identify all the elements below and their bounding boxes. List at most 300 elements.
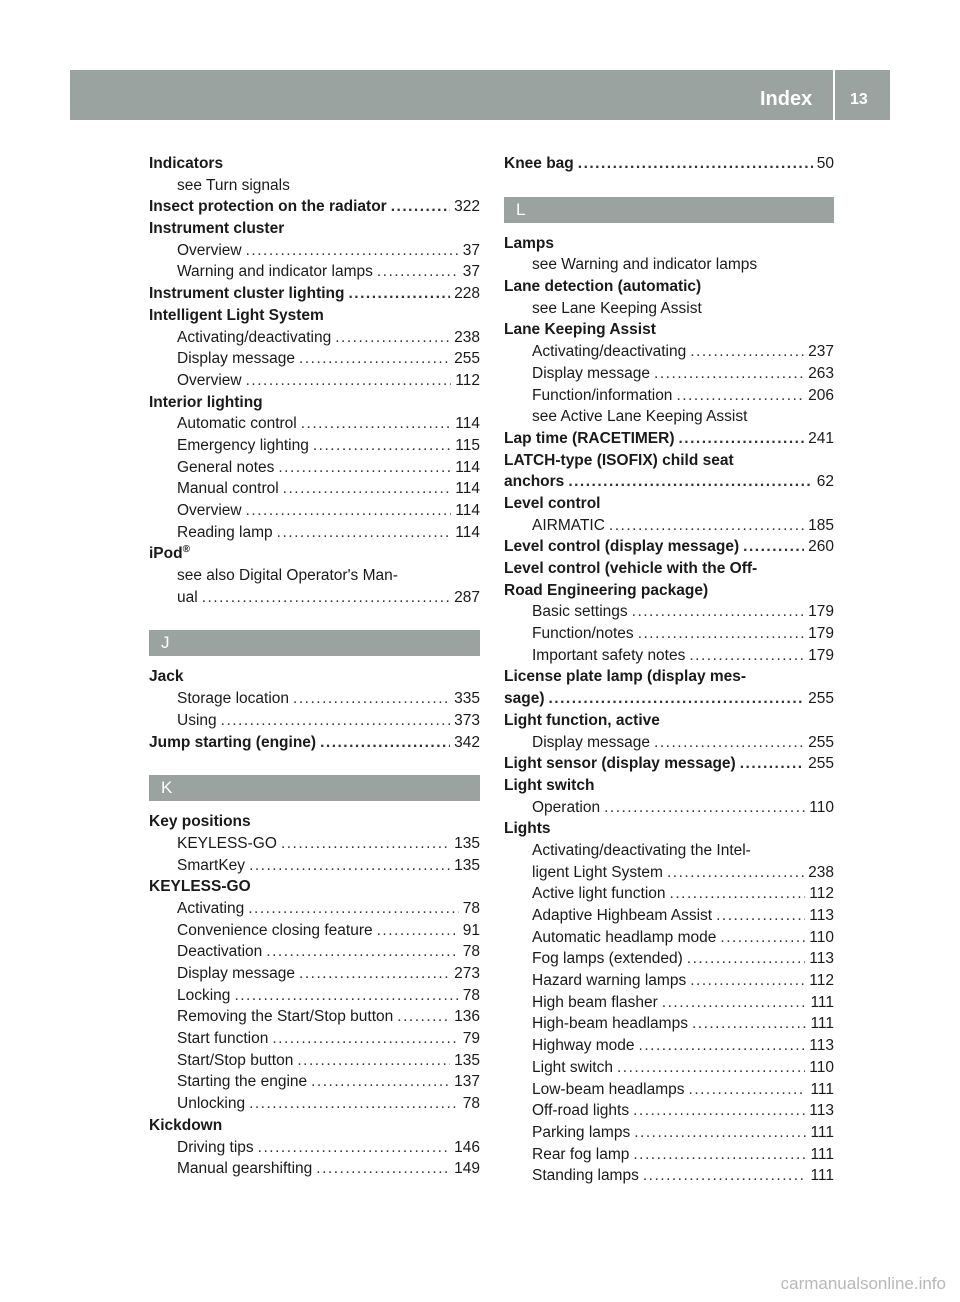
entry-label: Kickdown [149, 1116, 223, 1134]
index-subentry [149, 985, 480, 1007]
index-column-right [504, 153, 834, 1187]
page-reference: 62 [816, 473, 834, 491]
index-subentry [149, 565, 480, 587]
index-subentry [504, 1165, 834, 1187]
entry-label: Low-beam headlamps [532, 1080, 685, 1098]
section-letter-header: L [504, 197, 834, 223]
index-entry [504, 276, 834, 298]
index-entry [149, 811, 480, 833]
index-subentry [504, 970, 834, 992]
page-reference: 79 [462, 1030, 480, 1048]
index-subentry [149, 1050, 480, 1072]
page-reference: 78 [462, 899, 480, 917]
index-subentry [504, 1035, 834, 1057]
dot-leader [670, 883, 806, 905]
index-entry [504, 536, 834, 558]
dot-leader [397, 1006, 450, 1028]
section-letter-header: J [149, 630, 480, 656]
dot-leader [643, 1165, 807, 1187]
entry-label: Function/information [532, 386, 673, 404]
index-subentry [504, 948, 834, 970]
dot-leader [716, 905, 805, 927]
index-subentry [149, 478, 480, 500]
entry-label: see also Digital Operator's Man- [177, 567, 398, 585]
dot-leader [720, 927, 805, 949]
index-subentry [149, 1158, 480, 1180]
index-subentry [149, 457, 480, 479]
index-subentry [504, 905, 834, 927]
dot-leader [690, 970, 805, 992]
entry-label: Light switch [532, 1058, 613, 1076]
entry-label: Display message [532, 733, 651, 751]
page-reference: 135 [454, 834, 480, 852]
index-subentry [504, 1122, 834, 1144]
index-subentry [504, 385, 834, 407]
dot-leader [249, 1093, 459, 1115]
index-entry [504, 493, 834, 515]
index-entry [149, 196, 480, 218]
index-subentry [504, 645, 834, 667]
page-title: Index [760, 88, 813, 110]
index-subentry [504, 1079, 834, 1101]
dot-leader [221, 710, 450, 732]
entry-label: Overview [177, 371, 242, 389]
page-reference: 113 [809, 907, 834, 924]
dot-leader [272, 1028, 458, 1050]
entry-label: Off-road lights [532, 1102, 630, 1120]
page-reference: 110 [809, 798, 834, 816]
index-subentry [504, 1013, 834, 1035]
index-entry [149, 392, 480, 414]
dot-leader [654, 732, 804, 754]
entry-label: Activating/deactivating [532, 343, 687, 361]
entry-label: Key positions [149, 813, 251, 831]
entry-label: Overview [177, 502, 242, 519]
page-reference: 273 [454, 965, 480, 982]
entry-label: Function/notes [532, 625, 634, 643]
index-entry [504, 666, 834, 688]
page-reference: 112 [455, 371, 480, 389]
index-subentry [149, 941, 480, 963]
entry-label: Display message [532, 364, 651, 382]
dot-leader [634, 1122, 806, 1144]
entry-label: License plate lamp (display mes- [504, 668, 747, 686]
dot-leader [249, 855, 450, 877]
entry-label: iPod® [149, 544, 190, 563]
section-letter-header: K [149, 775, 480, 801]
entry-label: see Active Lane Keeping Assist [532, 408, 748, 426]
page-reference: 113 [809, 1102, 834, 1120]
dot-leader [633, 1144, 806, 1166]
dot-leader [277, 522, 452, 544]
page-reference: 112 [809, 972, 834, 990]
entry-label: Activating [177, 899, 245, 917]
page-reference: 342 [454, 733, 480, 751]
entry-label: Manual gearshifting [177, 1160, 313, 1178]
header-divider [833, 70, 835, 120]
page-reference: 111 [810, 1015, 834, 1033]
page-reference: 135 [454, 1051, 480, 1069]
entry-label: Standing lamps [532, 1167, 639, 1185]
watermark: carmanualsonline.info [780, 1274, 946, 1293]
dot-leader [667, 862, 804, 884]
page-reference: 137 [454, 1073, 480, 1091]
entry-label: Emergency lighting [177, 436, 309, 454]
dot-leader [348, 283, 450, 305]
page-reference: 37 [462, 241, 480, 259]
page-reference: 373 [454, 711, 480, 729]
entry-label: Activating/deactivating the Intel- [532, 841, 751, 859]
dot-leader [578, 153, 813, 175]
page-reference: 114 [455, 458, 480, 476]
entry-label: Hazard warning lamps [532, 972, 687, 990]
page-reference: 255 [808, 755, 834, 773]
entry-label: Light switch [504, 776, 595, 794]
dot-leader [662, 992, 807, 1014]
dot-leader [301, 413, 452, 435]
page-reference: 78 [462, 1095, 480, 1113]
entry-label: Starting the engine [177, 1073, 308, 1091]
entry-label: Rear fog lamp [532, 1145, 630, 1163]
index-subentry [149, 688, 480, 710]
page-reference: 114 [455, 523, 480, 541]
entry-label: Instrument cluster lighting [149, 285, 345, 303]
page-reference: 255 [454, 350, 480, 368]
dot-leader [202, 587, 450, 609]
dot-leader [278, 457, 451, 479]
index-entry [149, 153, 480, 175]
index-subentry [504, 406, 834, 428]
entry-label: Jack [149, 668, 184, 686]
dot-leader [246, 370, 452, 392]
entry-label: Important safety notes [532, 646, 686, 664]
page-reference: 185 [808, 516, 834, 534]
index-subentry [504, 601, 834, 623]
dot-leader [391, 196, 450, 218]
dot-leader [281, 833, 450, 855]
index-subentry [149, 833, 480, 855]
entry-label: Unlocking [177, 1095, 246, 1113]
entry-label: Insect protection on the radiator [149, 198, 387, 216]
index-subentry [504, 927, 834, 949]
page-reference: 37 [462, 263, 480, 281]
dot-leader [679, 428, 805, 450]
entry-label: General notes [177, 458, 275, 476]
dot-leader [692, 1013, 806, 1035]
dot-leader [258, 1137, 450, 1159]
page-reference: 111 [810, 1167, 834, 1185]
index-subentry [504, 298, 834, 320]
entry-label: Parking lamps [532, 1123, 631, 1141]
dot-leader [690, 341, 804, 363]
dot-leader [299, 348, 450, 370]
dot-leader [316, 1158, 450, 1180]
page-reference: 114 [455, 480, 480, 498]
index-subentry [504, 363, 834, 385]
page-reference: 113 [809, 950, 834, 968]
index-entry [149, 1115, 480, 1137]
page-reference: 50 [816, 155, 834, 172]
dot-leader [297, 1050, 450, 1072]
index-entry [504, 753, 834, 775]
entry-label: Intelligent Light System [149, 306, 324, 324]
entry-label: Automatic headlamp mode [532, 928, 717, 946]
entry-label: Lamps [504, 234, 554, 252]
index-subentry [504, 1100, 834, 1122]
index-entry [149, 218, 480, 240]
index-subentry [504, 1144, 834, 1166]
index-subentry [149, 1006, 480, 1028]
entry-label: Light function, active [504, 711, 660, 729]
dot-leader [248, 898, 459, 920]
page-number: 13 [850, 91, 868, 108]
dot-leader [632, 601, 804, 623]
dot-leader [689, 645, 804, 667]
dot-leader [234, 985, 458, 1007]
index-subentry [149, 920, 480, 942]
index-column-left [149, 153, 480, 1180]
index-entry [504, 580, 834, 602]
page-reference: 206 [808, 386, 834, 404]
index-subentry [149, 370, 480, 392]
page-reference: 136 [454, 1008, 480, 1026]
entry-label: Automatic control [177, 415, 297, 433]
page-reference: 238 [454, 328, 480, 346]
index-entry [149, 283, 480, 305]
page-reference: 110 [809, 1058, 834, 1076]
index-subentry [149, 1093, 480, 1115]
dot-leader [311, 1071, 450, 1093]
entry-label: Level control (display message) [504, 538, 740, 556]
entry-label: ual [177, 588, 198, 606]
page-reference: 78 [462, 986, 480, 1004]
dot-leader [549, 688, 805, 710]
dot-leader [246, 500, 452, 522]
dot-leader [676, 385, 804, 407]
entry-label: Interior lighting [149, 393, 263, 411]
entry-label: Display message [177, 350, 296, 368]
entry-label: Indicators [149, 155, 224, 172]
index-entry [504, 153, 834, 175]
page-reference: 111 [810, 993, 834, 1011]
entry-label: High-beam headlamps [532, 1015, 688, 1033]
index-subentry [149, 1028, 480, 1050]
dot-leader [639, 1035, 806, 1057]
entry-label: Level control [504, 494, 601, 512]
index-entry [504, 710, 834, 732]
entry-label: Adaptive Highbeam Assist [532, 907, 713, 924]
entry-label: Instrument cluster [149, 220, 285, 238]
entry-label: Lane detection (automatic) [504, 278, 702, 296]
index-subentry [149, 240, 480, 262]
entry-label: Using [177, 711, 217, 729]
entry-label: Removing the Start/Stop button [177, 1008, 394, 1026]
page-reference: 179 [808, 625, 834, 643]
index-subentry [149, 1137, 480, 1159]
index-subentry [504, 732, 834, 754]
index-subentry [149, 1071, 480, 1093]
entry-label: Road Engineering package) [504, 581, 709, 599]
index-entry [149, 876, 480, 898]
dot-leader [246, 240, 459, 262]
entry-label: see Warning and indicator lamps [532, 256, 758, 274]
entry-label: Level control (vehicle with the Off- [504, 560, 758, 577]
dot-leader [293, 688, 450, 710]
index-subentry [149, 963, 480, 985]
page-reference: 111 [810, 1080, 834, 1098]
index-subentry [149, 587, 480, 609]
page-reference: 112 [809, 885, 834, 903]
registered-mark: ® [182, 544, 190, 556]
index-subentry [504, 797, 834, 819]
entry-label: Warning and indicator lamps [177, 263, 373, 281]
dot-leader [609, 515, 804, 537]
page-reference: 228 [454, 285, 480, 303]
entry-label: Active light function [532, 885, 666, 903]
index-entry [504, 450, 834, 472]
entry-label: KEYLESS-GO [149, 878, 251, 896]
entry-label: Reading lamp [177, 523, 273, 541]
index-entry [504, 319, 834, 341]
dot-leader [633, 1100, 805, 1122]
index-entry [504, 233, 834, 255]
page-reference: 179 [808, 646, 834, 664]
index-entry [149, 305, 480, 327]
index-entry [504, 775, 834, 797]
page-reference: 287 [454, 588, 480, 606]
dot-leader [320, 732, 450, 754]
entry-label: SmartKey [177, 856, 246, 874]
entry-label: ligent Light System [532, 863, 663, 881]
entry-label: Lane Keeping Assist [504, 321, 656, 339]
entry-label: Deactivation [177, 943, 263, 961]
entry-label: Jump starting (engine) [149, 733, 317, 751]
entry-label: Storage location [177, 690, 290, 708]
page-reference: 237 [808, 343, 834, 361]
entry-label: Driving tips [177, 1138, 254, 1156]
index-entry [504, 818, 834, 840]
index-entry [504, 428, 834, 450]
index-subentry [149, 435, 480, 457]
index-entry [504, 471, 834, 493]
index-subentry [504, 1057, 834, 1079]
dot-leader [266, 941, 458, 963]
page-reference: 260 [808, 538, 834, 556]
dot-leader [689, 1079, 807, 1101]
index-subentry [149, 500, 480, 522]
entry-label: Display message [177, 965, 296, 982]
entry-label: LATCH-type (ISOFIX) child seat [504, 451, 734, 469]
page-reference: 241 [808, 429, 834, 447]
dot-leader [687, 948, 806, 970]
index-subentry [504, 623, 834, 645]
entry-label: AIRMATIC [532, 516, 605, 534]
page-reference: 146 [454, 1138, 480, 1156]
entry-label: Light sensor (display message) [504, 755, 736, 773]
page-reference: 115 [455, 436, 480, 454]
index-subentry [149, 413, 480, 435]
entry-label: sage) [504, 690, 545, 708]
page-reference: 322 [454, 198, 480, 216]
index-subentry [149, 327, 480, 349]
page-reference: 78 [462, 943, 480, 961]
index-subentry [504, 840, 834, 862]
index-subentry [149, 175, 480, 197]
entry-label: see Lane Keeping Assist [532, 299, 702, 317]
page-reference: 179 [808, 603, 834, 621]
page-reference: 111 [810, 1123, 834, 1141]
index-subentry [504, 341, 834, 363]
index-subentry [149, 261, 480, 283]
index-subentry [149, 522, 480, 544]
entry-label: KEYLESS-GO [177, 834, 277, 852]
page-reference: 91 [462, 921, 480, 939]
entry-label: Convenience closing feature [177, 921, 373, 939]
index-subentry [149, 348, 480, 370]
index-entry [504, 558, 834, 580]
page-reference: 135 [454, 856, 480, 874]
index-subentry [149, 710, 480, 732]
page-reference: 110 [809, 928, 834, 946]
index-subentry [504, 992, 834, 1014]
entry-label: Lap time (RACETIMER) [504, 429, 675, 447]
entry-label: Overview [177, 241, 242, 259]
dot-leader [568, 471, 812, 493]
dot-leader [617, 1057, 805, 1079]
index-subentry [149, 898, 480, 920]
entry-label: Basic settings [532, 603, 628, 621]
entry-label: Knee bag [504, 155, 574, 172]
dot-leader [377, 920, 459, 942]
dot-leader [283, 478, 452, 500]
dot-leader [335, 327, 450, 349]
entry-label: Locking [177, 986, 231, 1004]
page-reference: 114 [455, 502, 480, 519]
index-entry [149, 666, 480, 688]
entry-label: Highway mode [532, 1037, 635, 1055]
entry-label: Manual control [177, 480, 279, 498]
entry-label: Activating/deactivating [177, 328, 332, 346]
entry-label: anchors [504, 473, 565, 491]
page-reference: 149 [454, 1160, 480, 1178]
dot-leader [654, 363, 804, 385]
index-entry [504, 688, 834, 710]
page-reference: 255 [808, 733, 834, 751]
dot-leader [743, 536, 804, 558]
dot-leader [299, 963, 450, 985]
page-reference: 111 [810, 1145, 834, 1163]
index-subentry [504, 254, 834, 276]
page-reference: 114 [455, 415, 480, 433]
dot-leader [638, 623, 804, 645]
entry-label: Fog lamps (extended) [532, 950, 683, 968]
entry-label: High beam flasher [532, 993, 658, 1011]
entry-label: Start/Stop button [177, 1051, 294, 1069]
page-reference: 335 [454, 690, 480, 708]
page-reference: 113 [809, 1037, 834, 1055]
page-reference: 255 [808, 690, 834, 708]
page-reference: 238 [808, 863, 834, 881]
entry-label: Operation [532, 798, 601, 816]
dot-leader [377, 261, 459, 283]
dot-leader [740, 753, 804, 775]
dot-leader [604, 797, 805, 819]
index-subentry [149, 855, 480, 877]
entry-label: see Turn signals [177, 176, 290, 194]
index-subentry [504, 862, 834, 884]
index-subentry [504, 883, 834, 905]
dot-leader [313, 435, 451, 457]
